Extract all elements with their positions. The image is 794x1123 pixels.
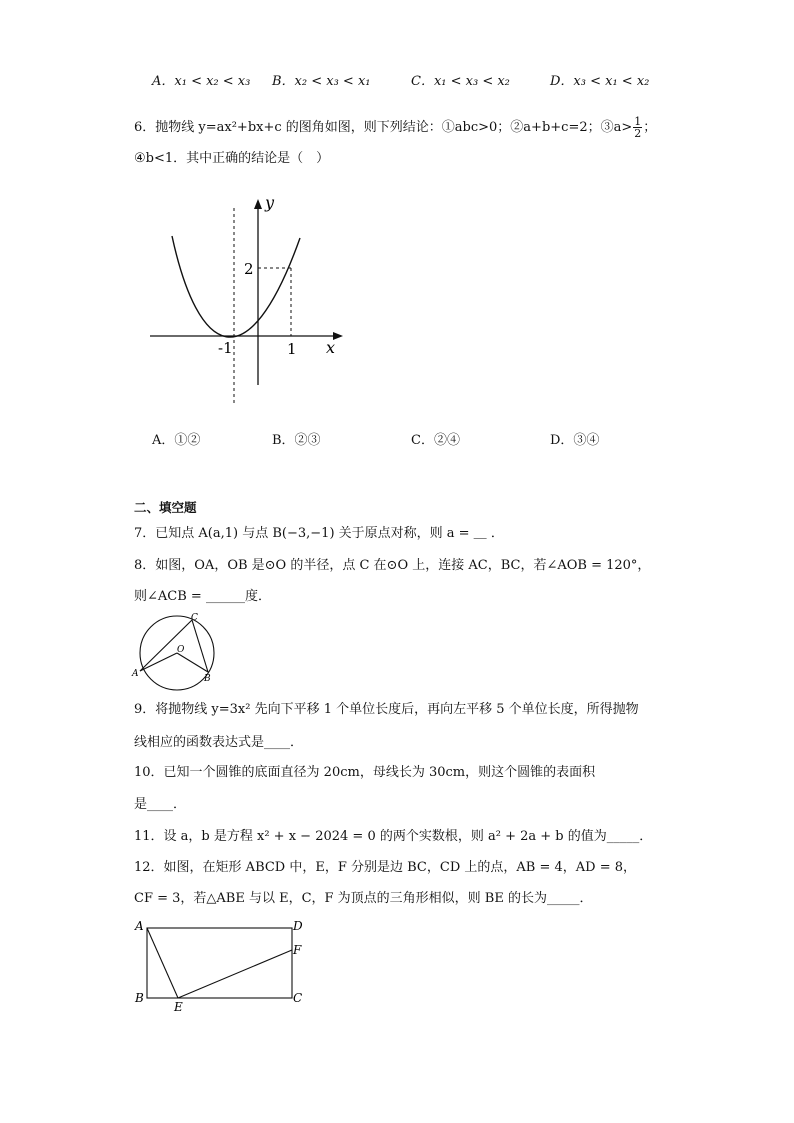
label-c: C (293, 991, 303, 1005)
segment-ae (147, 928, 178, 998)
tick-label-2: 2 (244, 260, 254, 278)
label-f: F (293, 943, 302, 957)
label-e: E (174, 1000, 183, 1014)
q6-fraction (633, 116, 642, 139)
q6-option-b: B．②③ (272, 433, 321, 448)
label-a: A (135, 919, 144, 933)
q8-line1: 8．如图，OA，OB 是⊙O 的半径，点 C 在⊙O 上，连接 AC，BC，若∠AOB = 120°， (134, 558, 651, 573)
q9-line1: 9．将抛物线 y=3x² 先向下平移 1 个单位长度后，再向左平移 5 个单位长度，所得抛物 (134, 702, 639, 717)
tick-label-1: 1 (287, 340, 297, 358)
q12-line1: 12．如图，在矩形 ABCD 中，E，F 分别是边 BC，CD 上的点，AB = 4，AD = 8， (134, 860, 636, 875)
q11-text: 11．设 a，b 是方程 x² + x − 2024 = 0 的两个实数根，则 a² + 2a + b 的值为_____． (134, 829, 653, 844)
q6-option-d: D．③④ (550, 433, 600, 448)
q12-rectangle-figure (128, 914, 318, 1014)
tick-label-neg1: -1 (218, 339, 233, 357)
q6-line1-suffix: ； (643, 120, 657, 135)
section-title: 二、填空题 (134, 500, 197, 515)
label-b: B (204, 674, 211, 684)
q5-option-b: B．x₂ < x₃ < x₁ (272, 74, 371, 89)
q10-line1: 10．已知一个圆锥的底面直径为 20cm，母线长为 30cm，则这个圆锥的表面积 (134, 765, 596, 780)
q6-line1 (134, 116, 656, 139)
q6-fraction-num: 1 (634, 115, 642, 128)
q8-circle-figure (130, 610, 222, 692)
q6-line2: ④b<1．其中正确的结论是（ ） (134, 151, 330, 166)
q5-option-a: A．x₁ < x₂ < x₃ (152, 74, 251, 89)
q5-option-c: C．x₁ < x₃ < x₂ (411, 74, 510, 89)
y-axis-arrow (254, 199, 262, 209)
q8-line2: 则∠ACB = ______度． (134, 589, 271, 604)
rectangle-abcd (147, 928, 292, 998)
x-axis-label: x (326, 338, 336, 357)
label-d: D (293, 919, 303, 933)
segment-oa (140, 653, 177, 671)
q10-line2: 是____． (134, 797, 187, 812)
y-axis-label: y (265, 193, 275, 212)
label-o: O (177, 645, 185, 655)
q12-line2: CF = 3，若△ABE 与以 E，C，F 为顶点的三角形相似，则 BE 的长为_____． (134, 891, 593, 906)
q6-line1-prefix: 6．抛物线 y=ax²+bx+c 的图角如图，则下列结论：①abc>0；②a+b+c=2；③a> (134, 120, 633, 135)
q5-option-d: D．x₃ < x₁ < x₂ (550, 74, 650, 89)
label-c: C (191, 613, 198, 623)
label-b: B (135, 991, 144, 1005)
segment-ef (178, 950, 292, 998)
parabola-curve (172, 236, 300, 337)
q6-option-c: C．②④ (411, 433, 460, 448)
q7-text: 7．已知点 A(a,1) 与点 B(−3,−1) 关于原点对称，则 a = ＿ ． (134, 526, 504, 541)
label-a: A (132, 669, 139, 679)
q6-option-a: A．①② (152, 433, 201, 448)
q6-fraction-den: 2 (634, 127, 642, 140)
q9-line2: 线相应的函数表达式是____． (134, 735, 304, 750)
q6-parabola-graph (140, 190, 360, 412)
